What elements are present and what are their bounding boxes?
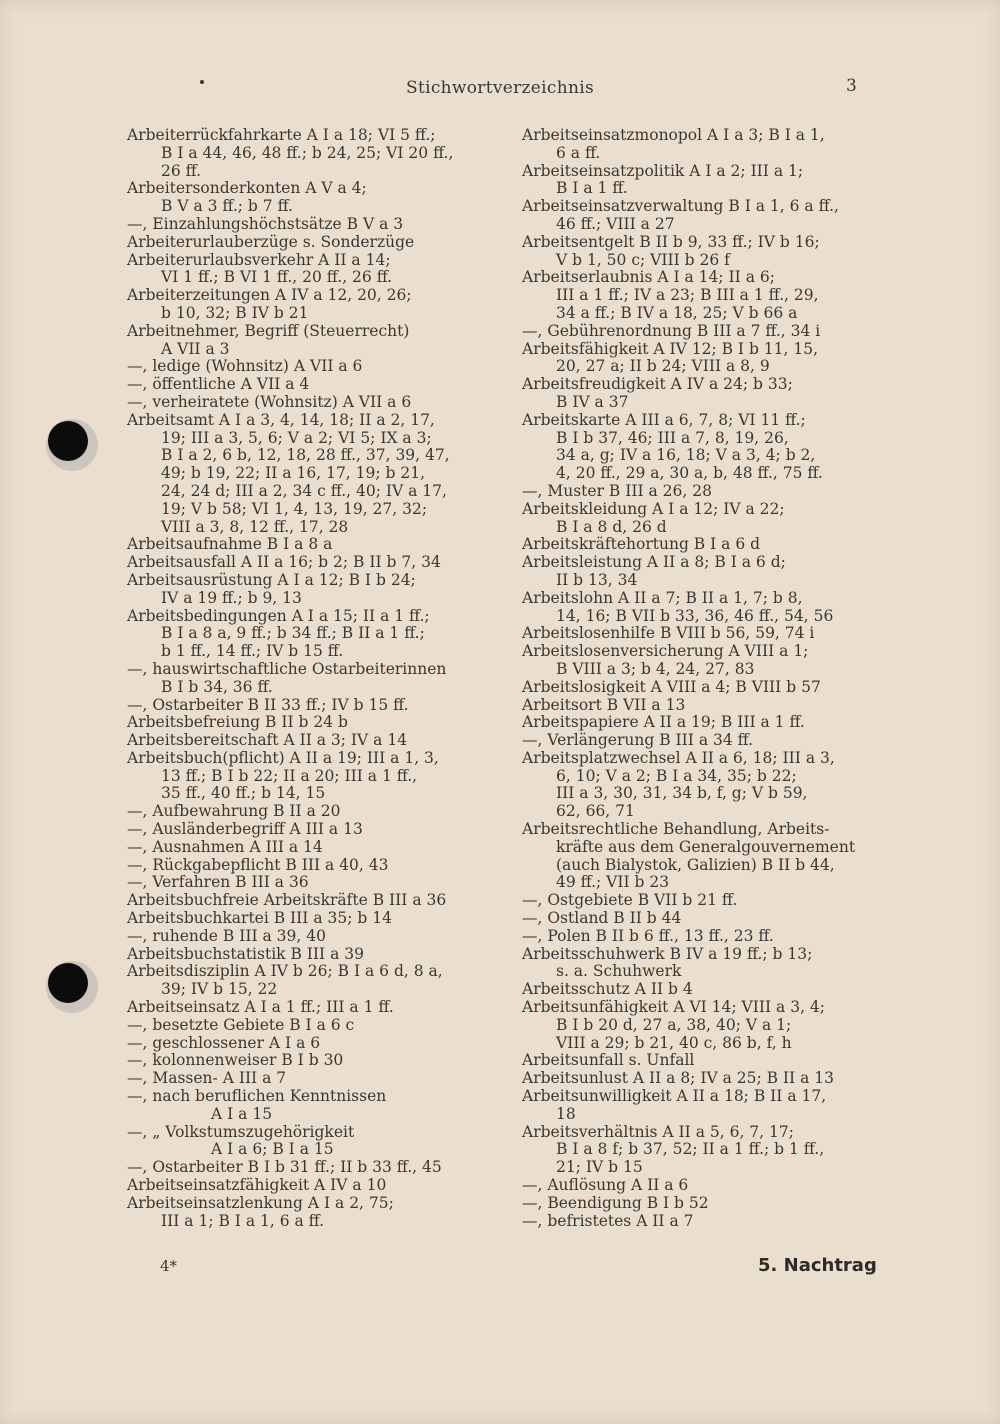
index-entry: —, Auflösung A II a 6 [522,1176,689,1195]
index-entry: —, Ostarbeiter B II 33 ff.; IV b 15 ff. [127,695,409,714]
index-entry: Arbeitskräftehortung B I a 6 d [522,535,761,554]
index-entry-continuation: B I b 37, 46; III a 7, 8, 19, 26, [556,428,789,447]
index-entry-continuation: III a 3, 30, 31, 34 b, f, g; V b 59, [556,784,808,803]
index-entry: —, ledige (Wohnsitz) A VII a 6 [127,357,363,376]
index-entry: Arbeitersonderkonten A V a 4; [127,179,367,198]
index-entry-continuation: 6 a ff. [556,143,601,162]
index-entry: Arbeitsplatzwechsel A II a 6, 18; III a 3, [522,748,835,767]
index-entry-continuation: A I a 15 [211,1104,273,1123]
index-entry-continuation: VIII a 3, 8, 12 ff., 17, 28 [161,517,349,536]
index-entry-continuation: 35 ff., 40 ff.; b 14, 15 [161,784,326,803]
index-entry: Arbeitseinsatzpolitik A I a 2; III a 1; [522,161,804,180]
index-entry: —, kolonnenweiser B I b 30 [127,1051,344,1070]
index-entry-continuation: 18 [556,1104,576,1123]
index-entry: —, verheiratete (Wohnsitz) A VII a 6 [127,392,412,411]
index-entry-continuation: B I b 34, 36 ff. [161,677,273,696]
index-entry-continuation: B I a 8 d, 26 d [556,517,667,536]
index-entry: —, besetzte Gebiete B I a 6 c [127,1015,355,1034]
index-entry-continuation: VIII a 29; b 21, 40 c, 86 b, f, h [556,1033,792,1052]
index-entry-continuation: 49; b 19, 22; II a 16, 17, 19; b 21, [161,464,426,483]
index-entry-continuation: A VII a 3 [161,339,230,358]
index-entry-continuation: 19; V b 58; VI 1, 4, 13, 19, 27, 32; [161,499,428,518]
index-entry: —, Ausnahmen A III a 14 [127,837,323,856]
index-entry: Arbeitsort B VII a 13 [522,695,686,714]
index-entry: Arbeitsleistung A II a 8; B I a 6 d; [522,553,786,572]
footer-signature-mark: 4* [160,1257,178,1275]
index-entry-continuation: B I a 8 f; b 37, 52; II a 1 ff.; b 1 ff., [556,1140,825,1159]
index-entry: —, Ostgebiete B VII b 21 ff. [522,891,738,910]
index-entry: —, öffentliche A VII a 4 [127,375,310,394]
punch-hole-bottom [48,963,88,1003]
index-entry: Arbeitnehmer, Begriff (Steuerrecht) [127,321,410,340]
index-entry-continuation: B I a 8 a, 9 ff.; b 34 ff.; B II a 1 ff.; [161,624,425,643]
index-entry-continuation: 46 ff.; VIII a 27 [556,214,675,233]
footer-supplement-label: 5. Nachtrag [758,1255,877,1276]
index-entry: —, geschlossener A I a 6 [127,1033,321,1052]
index-column-right [522,127,872,1230]
index-entry: Arbeitskarte A III a 6, 7, 8; VI 11 ff.; [522,410,806,429]
index-entry-continuation: III a 1 ff.; IV a 23; B III a 1 ff., 29, [556,286,819,305]
index-entry-continuation: 13 ff.; B I b 22; II a 20; III a 1 ff., [161,766,418,785]
index-entry: Arbeitsbereitschaft A II a 3; IV a 14 [127,731,408,750]
index-entry-continuation: IV a 19 ff.; b 9, 13 [161,588,302,607]
index-entry: —, „ Volkstumszugehörigkeit [127,1122,355,1141]
index-entry-continuation: 26 ff. [161,161,202,180]
index-entry: Arbeitseinsatzmonopol A I a 3; B I a 1, [522,126,825,144]
index-entry: Arbeitsausrüstung A I a 12; B I b 24; [127,570,416,589]
index-entry: —, Ostarbeiter B I b 31 ff.; II b 33 ff., 45 [127,1158,442,1177]
index-entry: Arbeitsamt A I a 3, 4, 14, 18; II a 2, 17, [127,410,435,429]
index-entry-continuation: 24, 24 d; III a 2, 34 c ff., 40; IV a 17, [161,481,447,500]
index-entry-continuation: III a 1; B I a 1, 6 a ff. [161,1211,325,1230]
index-entry: —, Massen- A III a 7 [127,1069,287,1088]
index-entry: Arbeitseinsatzfähigkeit A IV a 10 [127,1176,387,1195]
index-entry: Arbeitseinsatzverwaltung B I a 1, 6 a ff., [522,197,839,216]
index-entry-continuation: II b 13, 34 [556,570,638,589]
index-entry: —, Rückgabepflicht B III a 40, 43 [127,855,389,874]
index-entry-continuation: b 1 ff., 14 ff.; IV b 15 ff. [161,642,344,661]
index-entry: Arbeitsausfall A II a 16; b 2; B II b 7, 34 [127,553,441,572]
index-entry-continuation: 14, 16; B VII b 33, 36, 46 ff., 54, 56 [556,606,834,625]
index-entry-continuation: 39; IV b 15, 22 [161,980,278,999]
index-entry: Arbeitsbuchfreie Arbeitskräfte B III a 36 [127,891,447,910]
index-entry: —, nach beruflichen Kenntnissen [127,1087,387,1106]
index-entry-continuation: 6, 10; V a 2; B I a 34, 35; b 22; [556,766,797,785]
index-column-left [127,127,487,1230]
punch-hole-top [48,421,88,461]
index-entry-continuation: 21; IV b 15 [556,1158,643,1177]
index-entry: Arbeitslosigkeit A VIII a 4; B VIII b 57 [522,677,821,696]
index-entry: Arbeitsbuchkartei B III a 35; b 14 [127,909,392,928]
index-entry-continuation: (auch Bialystok, Galizien) B II b 44, [556,855,835,874]
index-entry: Arbeitsschutz A II b 4 [522,980,693,999]
index-entry: Arbeitserlaubnis A I a 14; II a 6; [522,268,775,287]
index-entry-continuation: B I a 2, 6 b, 12, 18, 28 ff., 37, 39, 47, [161,446,450,465]
index-entry-continuation: 19; III a 3, 5, 6; V a 2; VI 5; IX a 3; [161,428,432,447]
index-entry: Arbeitsschuhwerk B IV a 19 ff.; b 13; [522,944,813,963]
index-entry-continuation: A I a 6; B I a 15 [211,1140,334,1159]
index-entry: —, Verlängerung B III a 34 ff. [522,731,754,750]
index-entry-continuation: B IV a 37 [556,392,629,411]
index-entry-continuation: b 10, 32; B IV b 21 [161,303,309,322]
index-entry: —, befristetes A II a 7 [522,1211,694,1230]
index-entry: —, ruhende B III a 39, 40 [127,926,326,945]
index-entry: —, Verfahren B III a 36 [127,873,309,892]
index-entry: Arbeitsentgelt B II b 9, 33 ff.; IV b 16; [522,232,820,251]
index-entry: Arbeitslohn A II a 7; B II a 1, 7; b 8, [522,588,803,607]
index-entry: —, Ostland B II b 44 [522,909,682,928]
index-entry: Arbeitsdisziplin A IV b 26; B I a 6 d, 8 a, [127,962,443,981]
page-title: Stichwortverzeichnis [406,78,594,98]
index-entry-continuation: VI 1 ff.; B VI 1 ff., 20 ff., 26 ff. [161,268,393,287]
index-entry: Arbeitsbuch(pflicht) A II a 19; III a 1, 3, [127,748,439,767]
index-entry: Arbeitspapiere A II a 19; B III a 1 ff. [522,713,805,732]
index-entry: —, Einzahlungshöchstsätze B V a 3 [127,214,404,233]
index-entry: Arbeiterrückfahrkarte A I a 18; VI 5 ff.; [127,126,436,144]
index-entry: Arbeiterzeitungen A IV a 12, 20, 26; [127,286,412,305]
index-entry: Arbeitsunlust A II a 8; IV a 25; B II a 13 [522,1069,834,1088]
index-entry-continuation: B I a 1 ff. [556,179,628,198]
index-entry: Arbeiterurlauberzüge s. Sonderzüge [127,232,415,251]
index-entry: Arbeitsfreudigkeit A IV a 24; b 33; [522,375,793,394]
index-entry-continuation: s. a. Schuhwerk [556,962,682,981]
index-entry: —, Aufbewahrung B II a 20 [127,802,341,821]
index-entry: Arbeitsfähigkeit A IV 12; B I b 11, 15, [522,339,819,358]
index-entry: Arbeitsrechtliche Behandlung, Arbeits- [522,820,830,839]
index-entry: Arbeitsunfähigkeit A VI 14; VIII a 3, 4; [522,998,826,1017]
index-entry: Arbeitsbuchstatistik B III a 39 [127,944,364,963]
index-entry: Arbeitslosenversicherung A VIII a 1; [522,642,809,661]
index-entry-continuation: 4, 20 ff., 29 a, 30 a, b, 48 ff., 75 ff. [556,464,823,483]
index-entry: Arbeitseinsatz A I a 1 ff.; III a 1 ff. [127,998,394,1017]
index-entry-continuation: 34 a ff.; B IV a 18, 25; V b 66 a [556,303,798,322]
index-entry: Arbeitsunwilligkeit A II a 18; B II a 17, [522,1087,827,1106]
index-entry-continuation: B V a 3 ff.; b 7 ff. [161,197,293,216]
index-entry-continuation: B I a 44, 46, 48 ff.; b 24, 25; VI 20 ff., [161,143,454,162]
index-entry: Arbeitseinsatzlenkung A I a 2, 75; [127,1193,394,1212]
index-entry: —, hauswirtschaftliche Ostarbeiterinnen [127,659,447,678]
index-entry-continuation: 34 a, g; IV a 16, 18; V a 3, 4; b 2, [556,446,816,465]
index-entry-continuation: 49 ff.; VII b 23 [556,873,670,892]
index-entry-continuation: kräfte aus dem Generalgouvernement [556,837,856,856]
index-entry: —, Beendigung B I b 52 [522,1193,709,1212]
index-entry: Arbeitsunfall s. Unfall [522,1051,695,1070]
index-entry: Arbeitsbedingungen A I a 15; II a 1 ff.; [127,606,430,625]
index-entry: —, Ausländerbegriff A III a 13 [127,820,363,839]
index-entry-continuation: V b 1, 50 c; VIII b 26 f [556,250,730,269]
index-entry: Arbeitsaufnahme B I a 8 a [127,535,333,554]
index-entry: Arbeitslosenhilfe B VIII b 56, 59, 74 i [522,624,815,643]
index-entry: Arbeitsbefreiung B II b 24 b [127,713,348,732]
page-number: 3 [846,76,857,96]
index-entry-continuation: 20, 27 a; II b 24; VIII a 8, 9 [556,357,770,376]
index-entry-continuation: B VIII a 3; b 4, 24, 27, 83 [556,659,755,678]
index-entry: Arbeiterurlaubsverkehr A II a 14; [127,250,391,269]
index-entry-continuation: B I b 20 d, 27 a, 38, 40; V a 1; [556,1015,792,1034]
index-entry: —, Gebührenordnung B III a 7 ff., 34 i [522,321,821,340]
index-entry-continuation: 62, 66, 71 [556,802,635,821]
index-entry: Arbeitskleidung A I a 12; IV a 22; [522,499,785,518]
index-entry: —, Muster B III a 26, 28 [522,481,712,500]
index-entry: Arbeitsverhältnis A II a 5, 6, 7, 17; [522,1122,794,1141]
index-entry: —, Polen B II b 6 ff., 13 ff., 23 ff. [522,926,774,945]
